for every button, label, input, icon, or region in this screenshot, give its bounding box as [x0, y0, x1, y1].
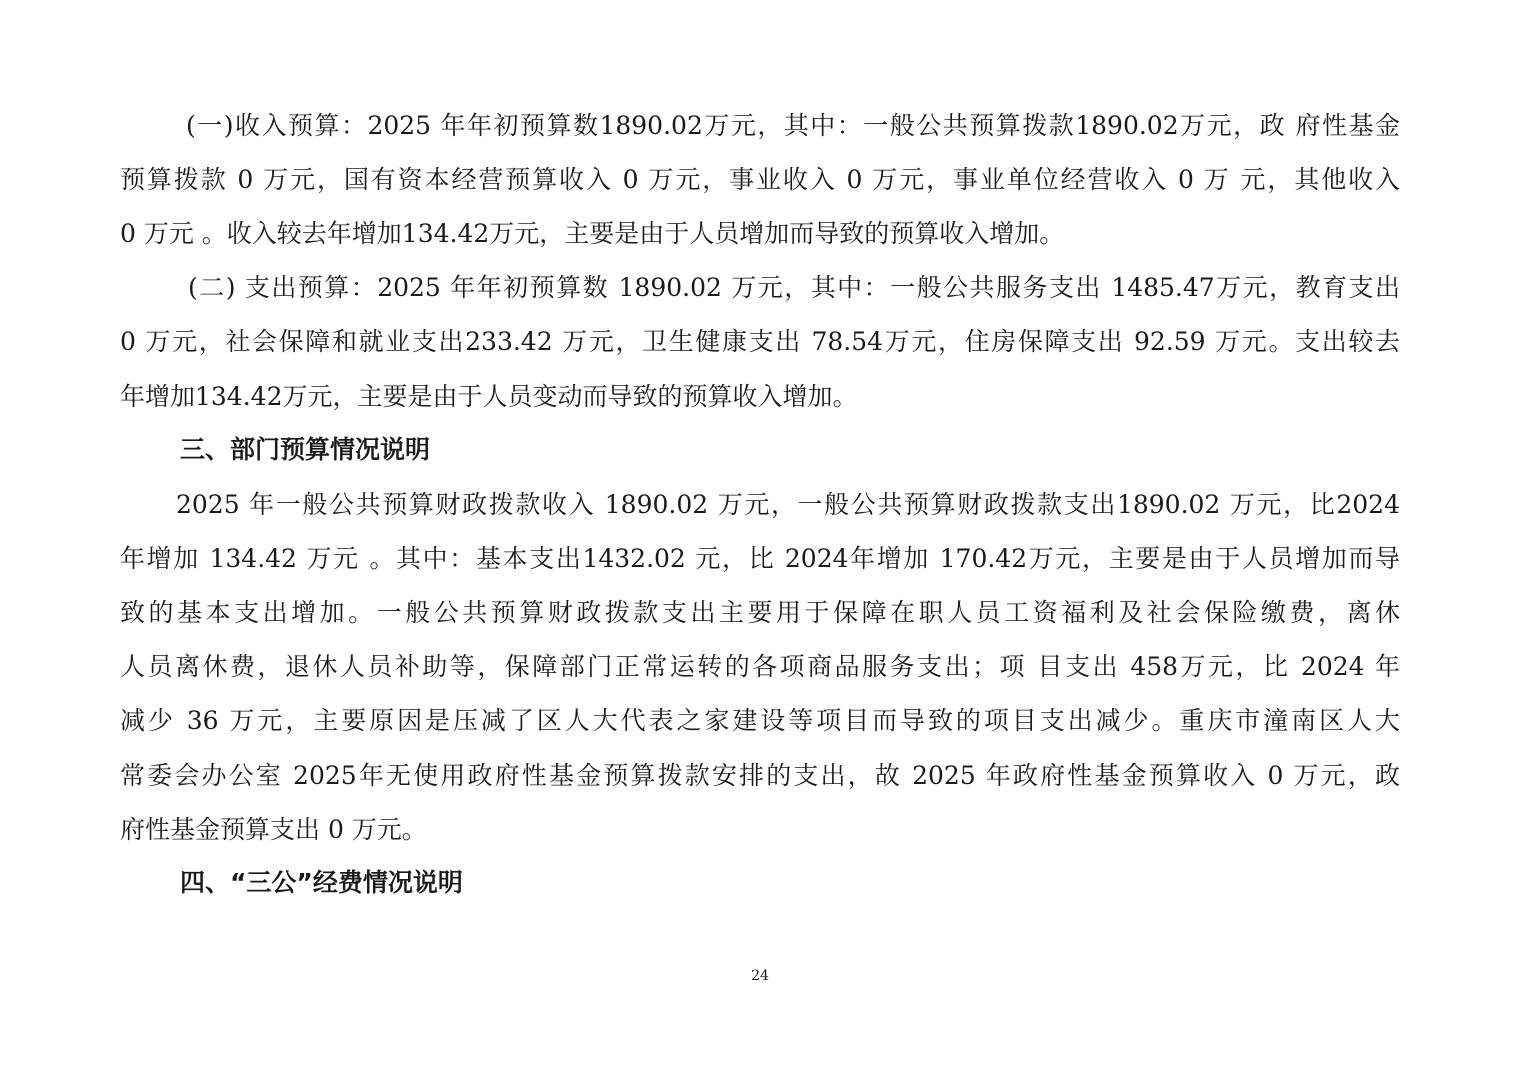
- paragraph-line: 年增加 134.42 万元 。其中：基本支出1432.02 元，比 2024年增加 170.42万元，主要是由于人员增加而导: [120, 544, 1400, 573]
- page-number: 24: [751, 968, 769, 984]
- paragraph-line: 致的基本支出增加。一般公共预算财政拨款支出主要用于保障在职人员工资福利及社会保险缴费，离休: [120, 598, 1400, 627]
- paragraph-line: 常委会办公室 2025年无使用政府性基金预算拨款安排的支出，故 2025 年政府性基金预算收入 0 万元，政: [120, 761, 1400, 790]
- paragraph-line: 府性基金预算支出 0 万元。: [120, 815, 427, 844]
- paragraph-line: 人员离休费，退休人员补助等，保障部门正常运转的各项商品服务支出；项 目支出 458万元，比 2024 年: [120, 652, 1400, 681]
- section-heading-3: 三、部门预算情况说明: [180, 435, 431, 464]
- paragraph-line: (二) 支出预算：2025 年年初预算数 1890.02 万元，其中：一般公共服务支出 1485.47万元，教育支出: [188, 273, 1400, 302]
- paragraph-line: 2025 年一般公共预算财政拨款收入 1890.02 万元，一般公共预算财政拨款支出1890.02 万元，比2024: [176, 490, 1400, 519]
- section-heading-4: 四、“三公”经费情况说明: [180, 868, 463, 897]
- paragraph-line: (一)收入预算：2025 年年初预算数1890.02万元，其中：一般公共预算拨款1890.02万元，政 府性基金: [186, 111, 1400, 140]
- paragraph-line: 预算拨款 0 万元，国有资本经营预算收入 0 万元，事业收入 0 万元，事业单位经营收入 0 万 元，其他收入: [120, 165, 1400, 194]
- paragraph-line: 0 万元 。收入较去年增加134.42万元，主要是由于人员增加而导致的预算收入增加。: [120, 219, 1065, 248]
- paragraph-line: 年增加134.42万元，主要是由于人员变动而导致的预算收入增加。: [120, 382, 858, 411]
- paragraph-line: 减少 36 万元，主要原因是压减了区人大代表之家建设等项目而导致的项目支出减少。重庆市潼南区人大: [120, 706, 1400, 735]
- paragraph-line: 0 万元，社会保障和就业支出233.42 万元，卫生健康支出 78.54万元，住房保障支出 92.59 万元。支出较去: [120, 327, 1400, 356]
